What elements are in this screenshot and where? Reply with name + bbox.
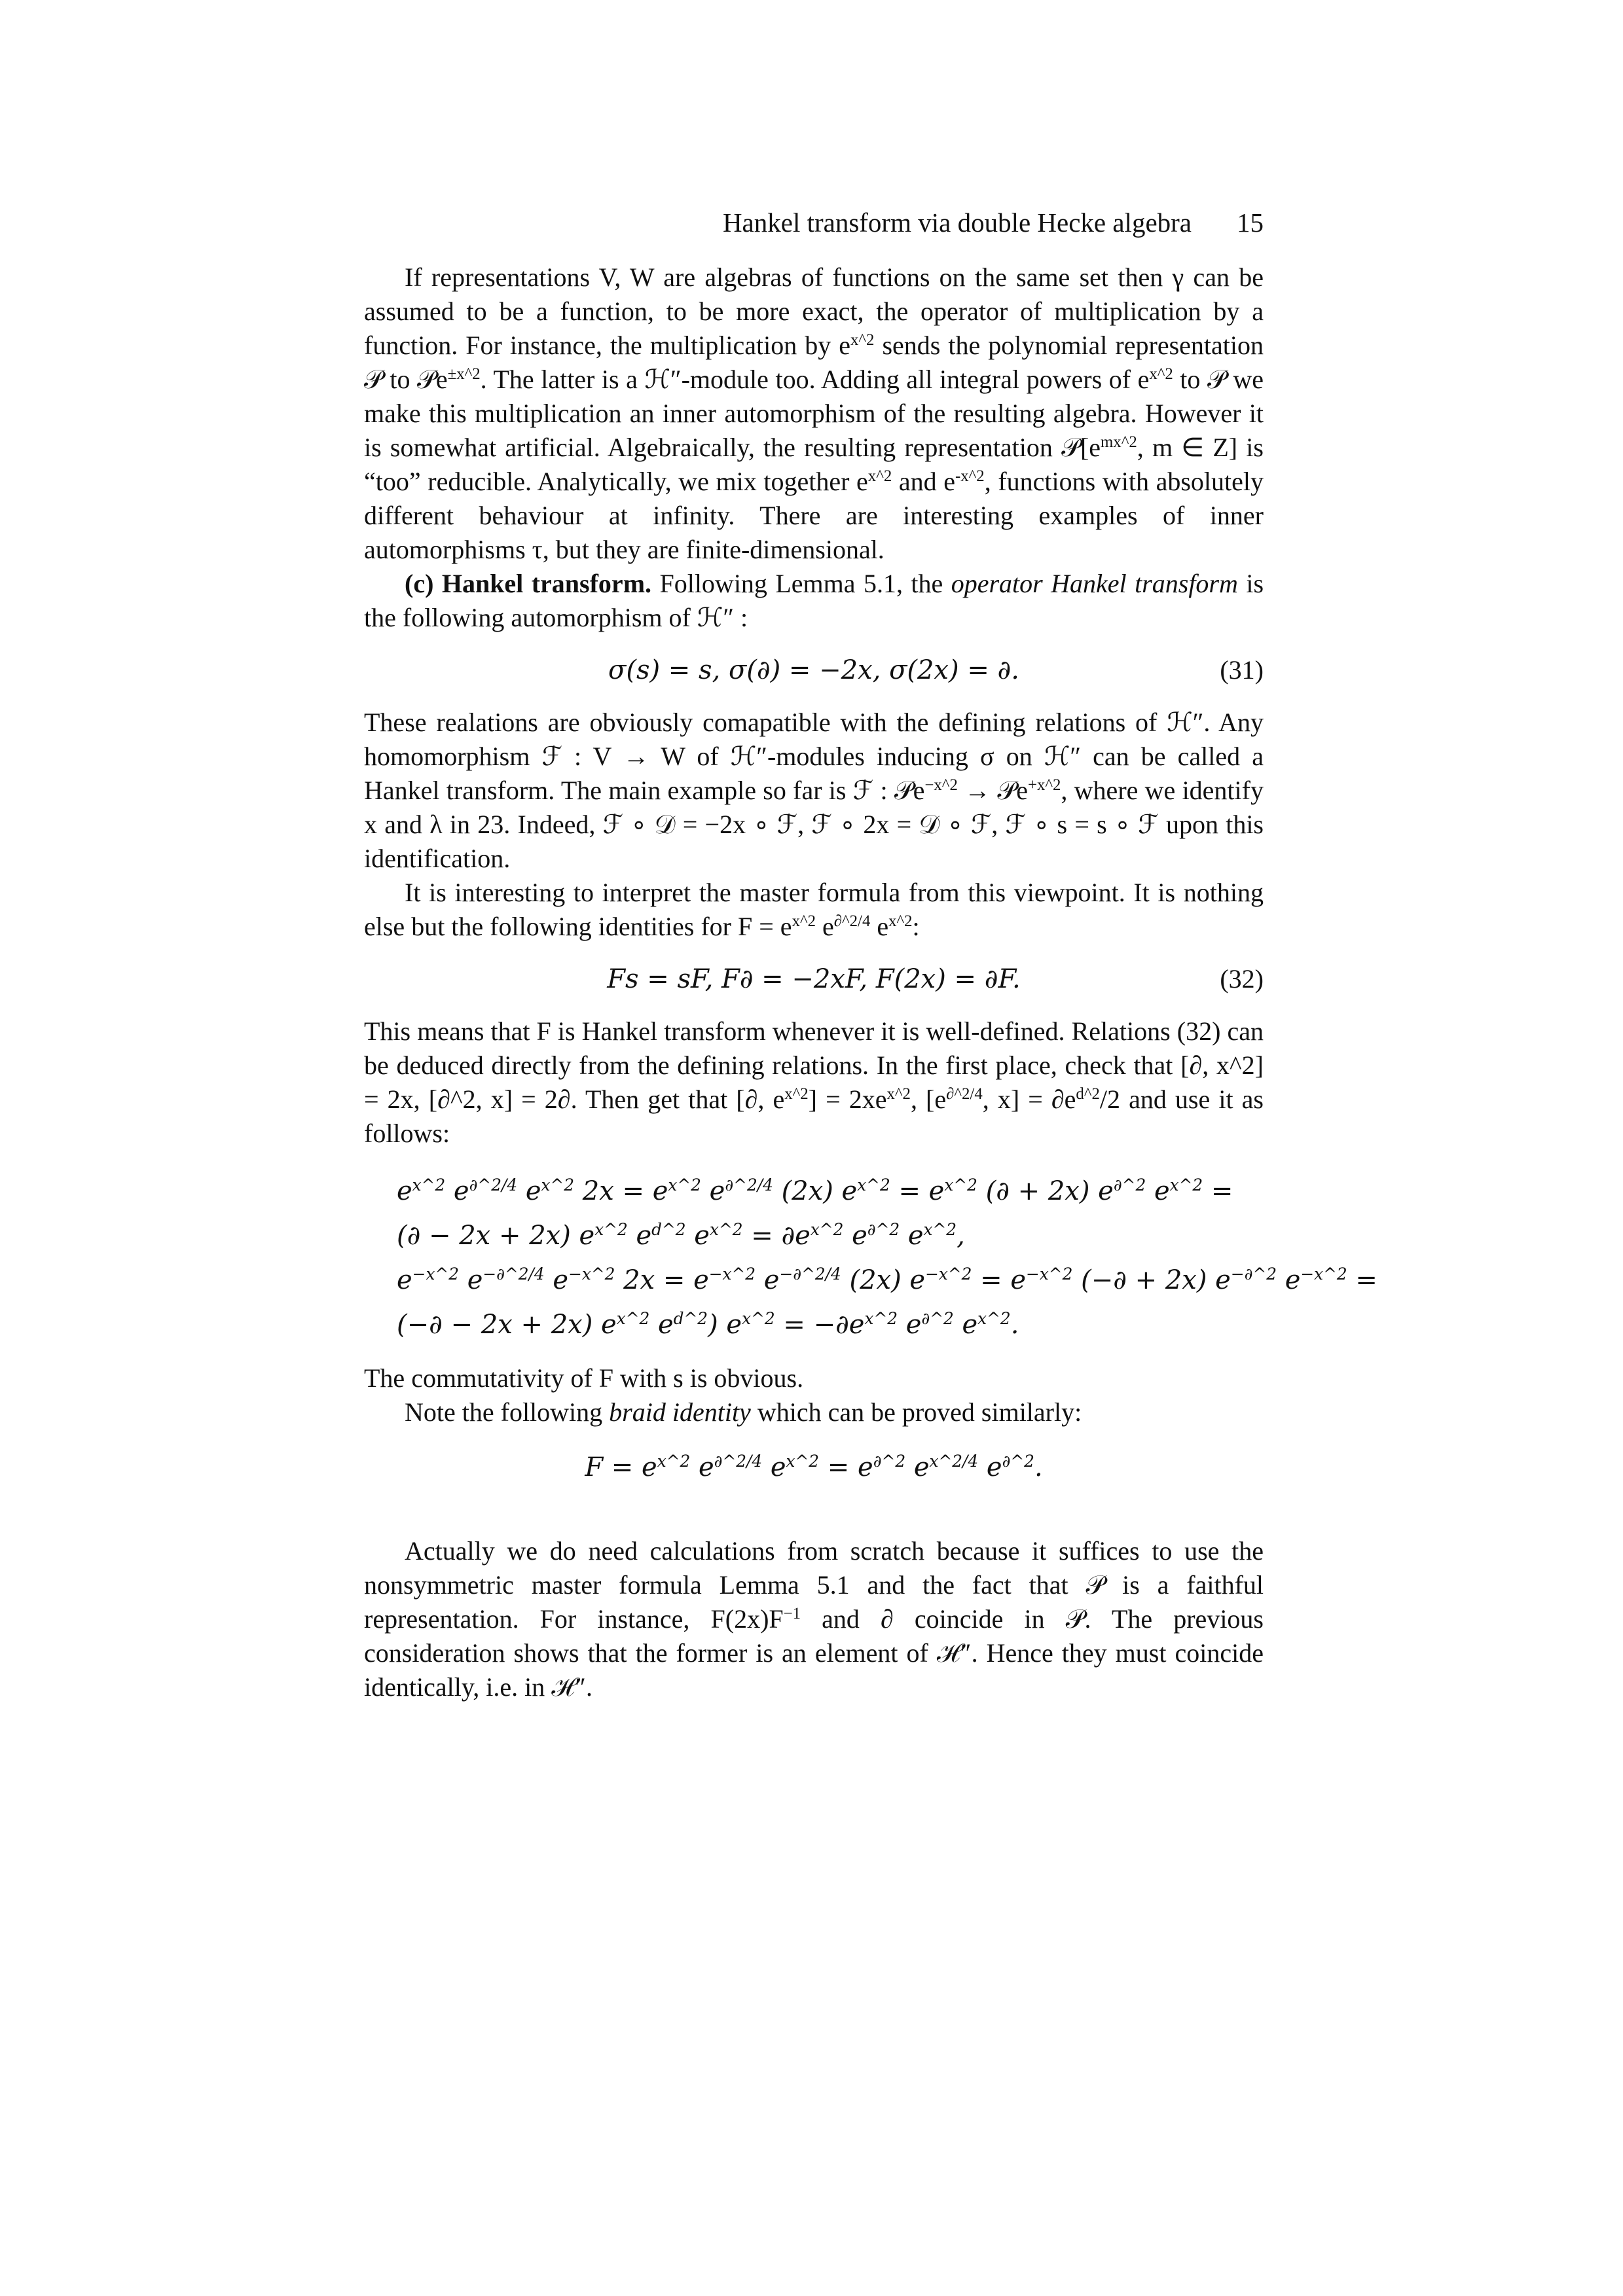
paragraph-5: The commutativity of F with s is obvious. [364,1363,804,1393]
paragraph-2: These realations are obviously comapatible with the defining relations of ℋ″. Any homomorphism ℱ : V → W of ℋ″-modules inducing σ on ℋ″ can be called a Hankel transform. The main example so far is ℱ : 𝒫e$^{-x\^{}2}$ → 𝒫e$^{+x\^{}2}$, where we identify x and λ in 23. Indeed, ℱ ∘ 𝒟 = −2x ∘ ℱ, ℱ ∘ 2x = 𝒟 ∘ ℱ, ℱ ∘ s = s ∘ ℱ upon this identification. [364,708,1264,873]
paragraph-6 [364,1395,1264,1429]
body-text [364,260,1377,1704]
braid-rest: which can be proved similarly: [757,1397,1082,1427]
equation-31-body: σ(s) = s, σ(∂) = −2x, σ(2x) = ∂. [608,655,1019,685]
spacer [364,1508,1264,1534]
equation-32-number: (32) [1220,964,1264,994]
computation-line-3: $e^{-x\^{}2}$ $e^{-\partial\^{}2/4}$ $e^{-x\^{}2}$ $2x = e^{-x\^{}2}$ $e^{-\partial\^{}2/4}$ (2x) $e^{-x\^{}2} = e^{-x\^{}2}$ (−∂ + 2x) $e^{-\partial\^{}2}$ $e^{-x\^{}2}$ = [397,1265,1377,1295]
computation-line-2: (∂ − 2x + 2x) $e^{x\^{}2}$ $e^{d\^{}2}$ $e^{x\^{}2} = \partial e^{x\^{}2}$ $e^{\partial\^{}2}$ $e^{x\^{}2}$, [397,1220,965,1251]
section-rest: is the following automorphism of ℋ″ : [364,569,1264,632]
section-term: operator Hankel transform [951,569,1238,598]
paragraph-3: It is interesting to interpret the master formula from this viewpoint. It is nothing else but the following identities for $F = e^{x\^{}2}$ $e^{\partial\^{}2/4}$ $e^{x\^{}2}$: [364,878,1264,941]
running-title: Hankel transform via double Hecke algebra [722,207,1192,238]
braid-term: braid identity [609,1397,751,1427]
section-lead: Following Lemma 5.1, the [659,569,943,598]
equation-braid-body: $F = e^{x\^{}2}$ $e^{\partial\^{}2/4}$ $e^{x\^{}2} = e^{\partial\^{}2}$ $e^{x\^{}2/4}$ $e^{\partial\^{}2}$. [585,1452,1043,1482]
paragraph-4: This means that F is Hankel transform whenever it is well-defined. Relations (32) can be deduced directly from the defining relations. In the first place, check that [∂, x^2] = 2x, [∂^2, x] = 2∂. Then get that [∂, $e^{x\^{}2}] = 2xe^{x\^{}2}$, [$e^{\partial\^{}2/4}$, $x] = \partial e^{d\^{}2}/2$ and use it as follows: [364,1016,1264,1148]
equation-31 [364,652,1264,689]
equation-32-body: Fs = sF, F∂ = −2xF, F(2x) = ∂F. [607,964,1021,994]
computation-line-4: (−∂ − 2x + 2x) $e^{x\^{}2}$ $e^{d\^{}2}$) $e^{x\^{}2} = -\partial e^{x\^{}2}$ $e^{\partial\^{}2}$ $e^{x\^{}2}$. [397,1309,1019,1340]
page-number: 15 [1237,207,1264,238]
braid-lead: Note the following [405,1397,603,1427]
equation-31-number: (31) [1220,655,1264,685]
equation-32 [364,961,1264,997]
section-heading: (c) Hankel transform. [405,569,652,598]
paragraph-7: Actually we do need calculations from scratch because it suffices to use the nonsymmetric master formula Lemma 5.1 and the fact that 𝒫 is a faithful representation. For instance, $F(2x)F^{-1}$ and ∂ coincide in 𝒫. The previous consideration shows that the former is an element of ℋ″. Hence they must coincide identically, i.e. in ℋ″. [364,1536,1264,1702]
equation-braid [364,1449,1264,1486]
paragraph-section-c [364,567,1264,635]
computation-block [397,1169,1377,1347]
paragraph-1: If representations V, W are algebras of functions on the same set then γ can be assumed to be a function, to be more exact, the operator of multiplication by a function. For instance, the multiplication by $e^{x\^{}2}$ sends the polynomial representation 𝒫 to 𝒫e$^{\pm x\^{}2}$. The latter is a ℋ″-module too. Adding all integral powers of $e^{x\^{}2}$ to 𝒫 we make this multiplication an inner automorphism of the resulting algebra. However it is somewhat artificial. Algebraically, the resulting representation $𝒫[e^{mx\^{}2}$, m ∈ Z] is “too” reducible. Analytically, we mix together $e^{x\^{}2}$ and $e^{-x\^{}2}$, functions with absolutely different behaviour at infinity. There are interesting examples of inner automorphisms τ, but they are finite-dimensional. [364,262,1264,564]
computation-line-1: $e^{x\^{}2}$ $e^{\partial\^{}2/4}$ $e^{x\^{}2}$ $2x = e^{x\^{}2}$ $e^{\partial\^{}2/4}$ (2x) $e^{x\^{}2} = e^{x\^{}2}$ (∂ + 2x) $e^{\partial\^{}2}$ $e^{x\^{}2}$ = [397,1175,1233,1206]
